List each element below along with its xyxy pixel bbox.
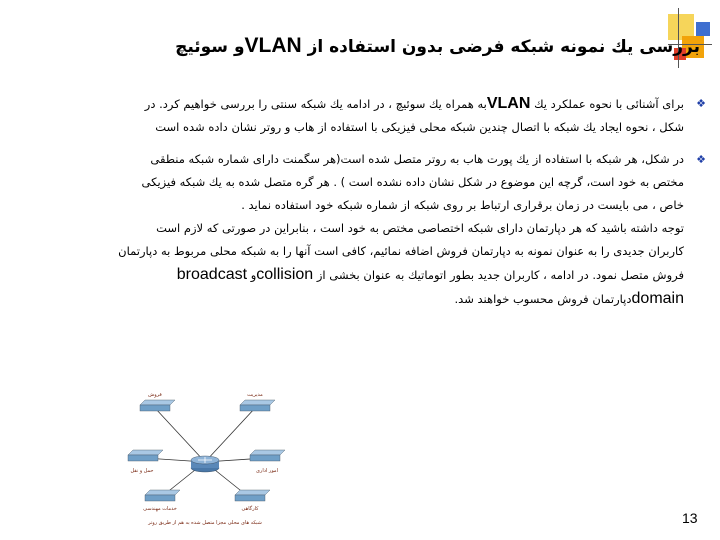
bullet1-line1b: به همراه یك سوئیچ ، در ادامه یك شبكه سنتی را بررسی خواهیم كرد. در: [144, 97, 487, 111]
bullet2-line3: خاص ، می بایست در زمان برقراری ارتباط بر روی شبكه از شماره شبكه خود استفاده نماید .: [241, 198, 684, 212]
bullet2-line7: دپارتمان فروش محسوب خواهند شد.: [454, 292, 632, 306]
bullet2-line2: مختص به خود است، گرچه این موضوع در شكل نشان داده نشده است ) . هر گره متصل شده به یك شبكه فیزیكی: [141, 175, 684, 189]
label-engineering: خدمات مهندسی: [143, 506, 177, 512]
title-vlan: VLAN: [244, 34, 302, 57]
label-admin: امور اداری: [256, 468, 278, 474]
diagram-caption: شبکه های محلی مجزا متصل شده به هم از طریق روتر: [148, 520, 262, 526]
page-number: 13: [682, 510, 698, 526]
hub-other-icon: [235, 490, 270, 501]
hub-management-icon: [240, 400, 275, 411]
bullet2-and: و: [250, 268, 257, 282]
bullet-icon-1: ❖: [696, 97, 706, 110]
network-diagram: [120, 380, 290, 530]
bullet2-text: [24, 148, 684, 311]
bullet2-line5: كاربران جدیدی را به عنوان نمونه به دپارتمان فروش اضافه نمائیم، كافی است آنها را به شبكه محلی مربوط به دپارتمان: [118, 244, 684, 258]
bullet2-domain: domain: [631, 290, 684, 307]
bullet1-line2: شكل ، نحوه ایجاد یك شبكه با اتصال چندین شبكه محلی فیزیكی با استفاده از هاب و روتر نشان داده شده است: [155, 120, 684, 134]
hub-transport-icon: [128, 450, 163, 461]
bullet1-line1a: برای آشنائی با نحوه عملكرد یك: [534, 97, 684, 111]
bullet2-line4: توجه داشته باشید كه هر دپارتمان دارای شبكه اختصاصی مختص به خود است ، بنابراین در صورتی كه لازم است: [156, 221, 684, 235]
bullet-icon-2: ❖: [696, 153, 706, 166]
bullet2-line6a: فروش متصل نمود. در ادامه ، كاربران جدید بطور اتوماتیك به عنوان بخشی از: [316, 268, 684, 282]
label-sales: فروش: [148, 392, 162, 398]
title-part1: بررسی یك نمونه شبكه فرضی بدون استفاده از: [307, 37, 700, 57]
title-part2: و سوئیچ: [175, 37, 245, 57]
bullet2-line1: در شكل، هر شبكه با استفاده از یك پورت هاب به روتر متصل شده است(هر سگمنت دارای شماره شبكه منطقی: [150, 152, 684, 166]
label-transport: حمل و نقل: [130, 468, 154, 474]
bullet2-broadcast: broadcast: [176, 266, 248, 283]
bullet2-collision: collision: [256, 266, 314, 283]
hub-engineering-icon: [145, 490, 180, 501]
label-management: مدیریت: [247, 392, 263, 398]
hub-sales-icon: [140, 400, 175, 411]
slide-title: [140, 34, 700, 58]
hub-admin-icon: [250, 450, 285, 461]
bullet1-vlan: VLAN: [486, 95, 531, 112]
bullet1-text: [24, 92, 684, 139]
router-icon: [191, 456, 219, 472]
label-other: کارگاهی: [241, 506, 259, 512]
diagram-links: [145, 408, 265, 498]
